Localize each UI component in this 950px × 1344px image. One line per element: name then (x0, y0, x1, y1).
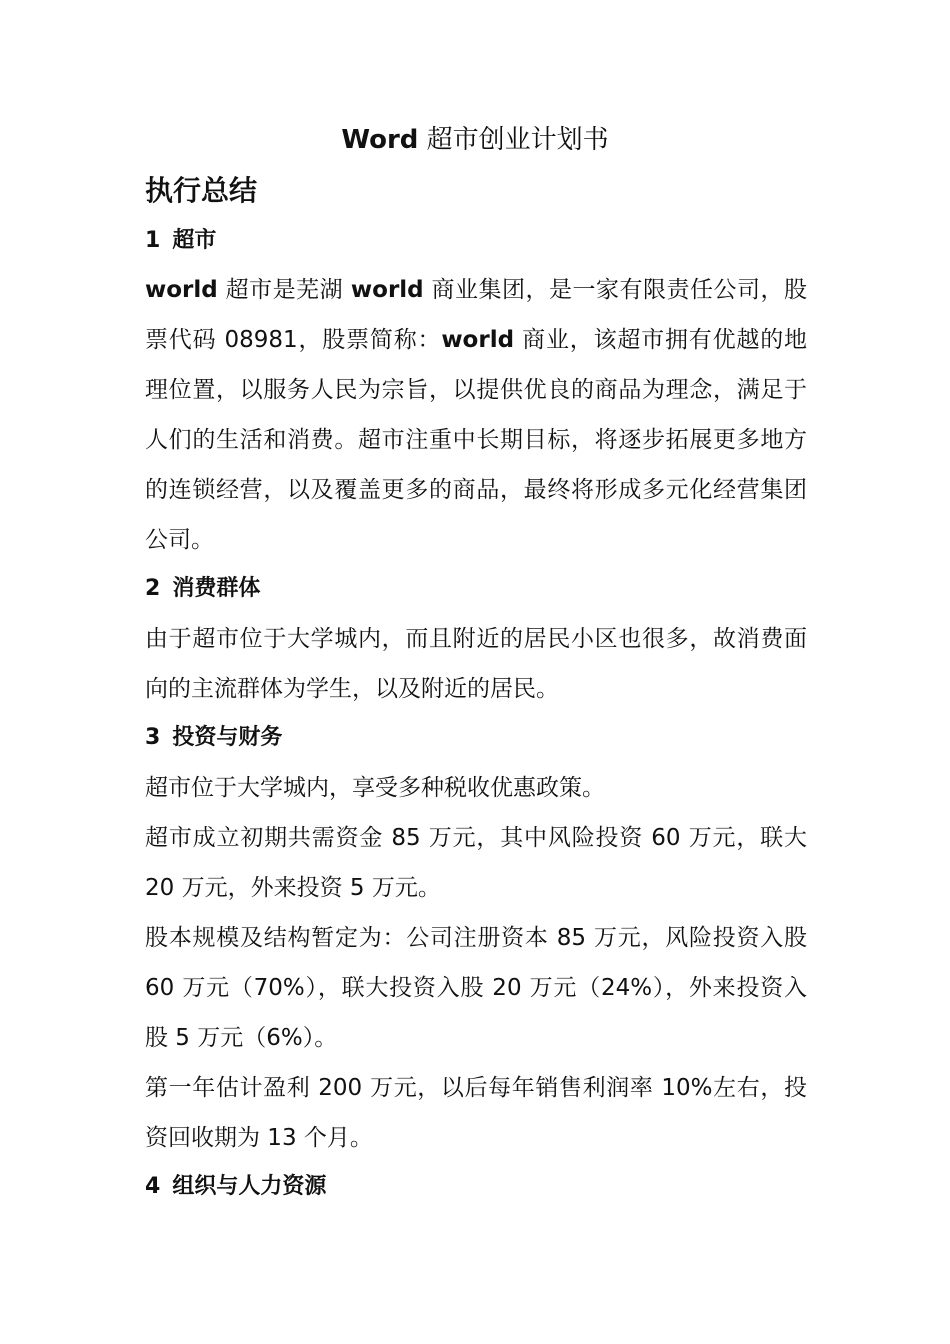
section-3-paragraph-3: 股本规模及结构暂定为：公司注册资本 85 万元，风险投资入股 60 万元（70%），联大投资入股 20 万元（24%），外来投资入股 5 万元（6%）。 (145, 925, 807, 1051)
paragraph-text: 商业，该超市拥有优越的地理位置，以服务人民为宗旨，以提供优良的商品为理念，满足于人们的生活和消费。超市注重中长期目标，将逐步拓展更多地方的连锁经营，以及覆盖更多的商品，最终将形成多元化经营集团公司。 (145, 327, 808, 553)
section-3-paragraph-1: 超市位于大学城内，享受多种税收优惠政策。 (145, 775, 605, 801)
section-1-paragraph (145, 265, 807, 565)
section-title: 组织与人力资源 (172, 1174, 327, 1199)
section-heading-4 (145, 1170, 326, 1204)
section-3-paragraph-4: 第一年估计盈利 200 万元，以后每年销售利润率 10%左右，投资回收期为 13 个月。 (145, 1075, 807, 1151)
paragraph-text: 商业集团，是一家有限责任公司，股票代码 08981，股票简称： (145, 277, 808, 353)
section-heading-1 (145, 224, 216, 258)
section-2-paragraph: 由于超市位于大学城内，而且附近的居民小区也很多，故消费面向的主流群体为学生，以及附近的居民。 (145, 626, 807, 702)
section-heading-3 (145, 721, 282, 755)
brand-word: world (145, 277, 218, 303)
document-title (0, 120, 950, 160)
section-number: 1 (145, 228, 161, 253)
brand-word: world (441, 327, 515, 353)
brand-word: world (350, 277, 424, 303)
section-number: 4 (145, 1174, 161, 1199)
section-3-paragraph-2: 超市成立初期共需资金 85 万元，其中风险投资 60 万元，联大 20 万元，外来投资 5 万元。 (145, 825, 807, 901)
main-heading: 执行总结 (145, 174, 258, 207)
section-title: 消费群体 (172, 576, 261, 601)
section-number: 3 (145, 725, 161, 750)
section-title: 投资与财务 (172, 725, 283, 750)
section-number: 2 (145, 576, 161, 601)
title-rest: 超市创业计划书 (418, 125, 609, 155)
title-word: Word (341, 125, 419, 155)
section-heading-2 (145, 572, 260, 606)
section-title: 超市 (172, 228, 217, 253)
paragraph-text: 超市是芜湖 (217, 277, 351, 303)
